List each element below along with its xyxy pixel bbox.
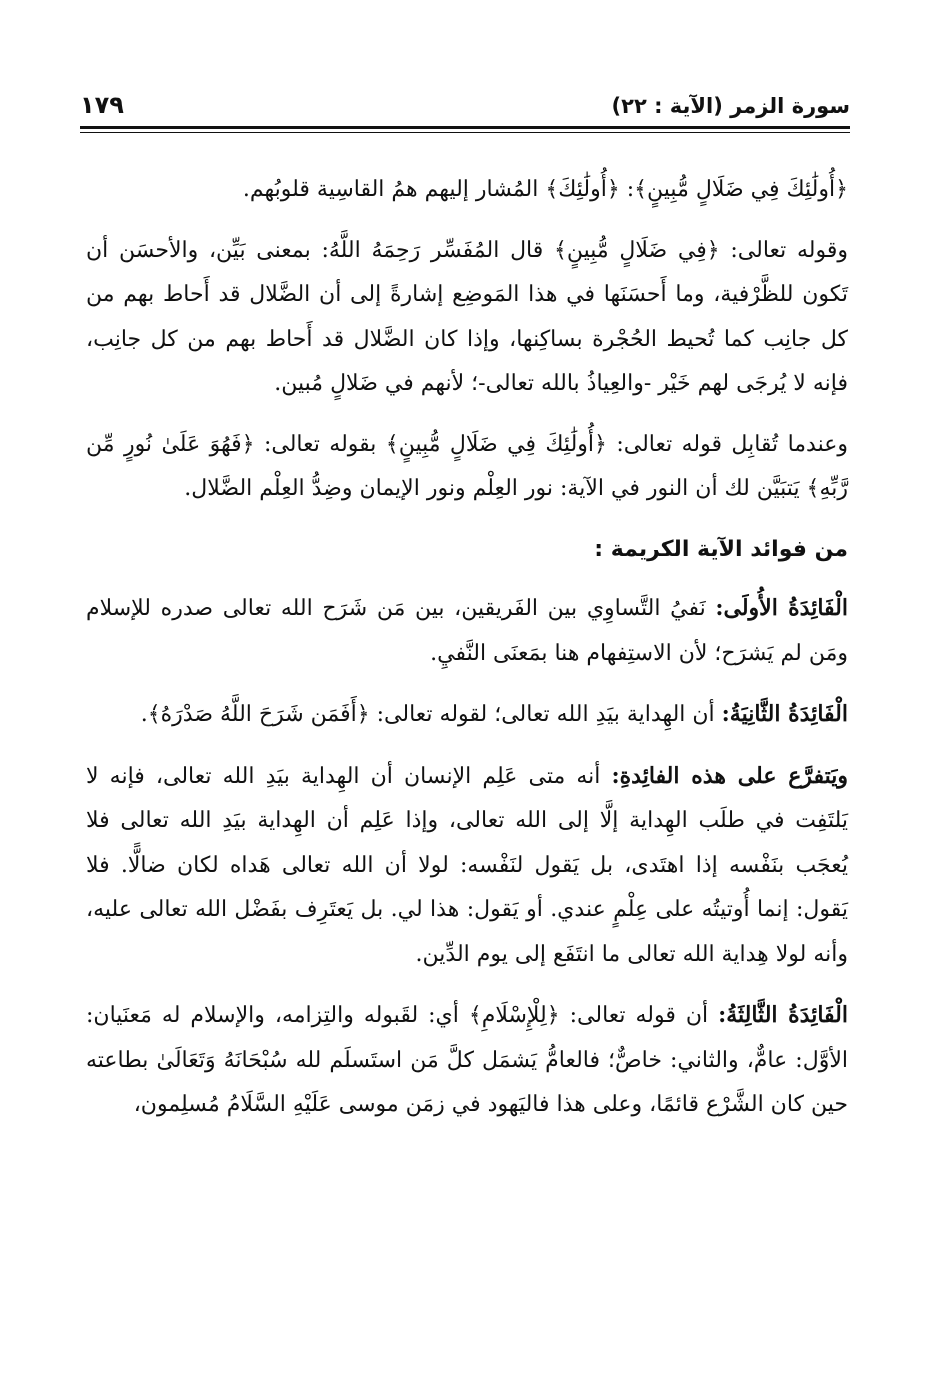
header-rule-thin bbox=[80, 132, 850, 133]
paragraph-2: وقوله تعالى: ﴿فِي ضَلَالٍ مُّبِينٍ﴾ قال المُفَسِّر رَحِمَهُ اللَّهُ: بمعنى بَيِّن، والأحسَن أن تَكون للظَّرْفية، وما أَحسَنَها في هذا المَوضِع إشارةً إلى أن الضَّلال قد أَحاط بهم من كل جانِب كما تُحيط الحُجْرة بساكِنها، وإذا كان الضَّلال قد أَحاط بهم من كل جانِب، فإنه لا يُرجَى لهم خَيْر -والعِياذُ بالله تعالى-؛ لأنهم في ضَلالٍ مُبين. bbox=[86, 237, 849, 396]
header-rule-thick bbox=[80, 126, 850, 129]
benefit-1-text: نَفيُ التَّساوِي بين الفَريقين، بين مَن شَرَح الله تعالى صدره للإسلام ومَن لم يَشرَح؛ لأن الاستِفهام هنا بمَعنَى النَّفيِ. bbox=[86, 596, 848, 666]
benefit-3 bbox=[86, 993, 848, 1128]
running-header bbox=[80, 86, 850, 126]
benefit-1-label: الْفَائِدَةُ الأُولَى: bbox=[715, 595, 848, 621]
benefit-2-derivation-text: أنه متى عَلِم الإنسان أن الهِداية بيَدِ الله تعالى، فإنه لا يَلتَفِت في طلَب الهِداية إلَّا إلى الله تعالى، وإذا عَلِم أن الهِداية بيَدِ الله تعالى فلا يُعجَب بنَفْسه إذا اهتَدى، بل يَقول لنَفْسه: لولا أن الله تعالى هَداه لكان ضالًّا. فلا يَقول: إنما أُوتيتُه على عِلْمٍ عندي. أو يَقول: هذا لي. بل يَعتَرِف بفَضْل الله تعالى عليه، وأنه لولا هِداية الله تعالى ما انتَفَع إلى يوم الدِّين. bbox=[86, 763, 848, 967]
benefit-2-label: الْفَائِدَةُ الثَّانِيَةُ: bbox=[721, 701, 848, 727]
paragraph-1: ﴿أُولَٰئِكَ فِي ضَلَالٍ مُّبِينٍ﴾: ﴿أُولَٰئِكَ﴾ المُشار إليهم همُ القاسِية قلوبُهم. bbox=[242, 177, 848, 202]
benefit-1 bbox=[86, 586, 848, 676]
section-heading: من فوائد الآية الكريمة : bbox=[594, 536, 848, 562]
benefit-2-derivation-label: ويَتفرَّع على هذه الفائِدةِ: bbox=[611, 762, 848, 789]
benefit-3-text: أن قوله تعالى: ﴿لِلْإِسْلَامِ﴾ أي: لقَبوله والتِزامه، والإسلام له مَعنَيان: الأوَّل: عامٌّ، والثاني: خاصٌّ؛ فالعامُّ يَشمَل كلَّ مَن استَسلَم لله سُبْحَانَهُ وَتَعَالَىٰ بطاعته حين كان الشَّرْع قائمًا، وعلى هذا فاليَهود في زمَن موسى عَلَيْهِ السَّلَامُ مُسلِمون، bbox=[86, 1003, 848, 1117]
paragraph-3: وعندما تُقابِل قوله تعالى: ﴿أُولَٰئِكَ فِي ضَلَالٍ مُّبِينٍ﴾ بقوله تعالى: ﴿فَهُوَ عَلَىٰ نُورٍ مِّن رَّبِّهِ﴾ يَتبَيَّن لك أن النور في الآية: نور العِلْم ونور الإيمان وضِدُّ العِلْم الضَّلال. bbox=[86, 431, 848, 501]
benefit-2-text: أن الهِداية بيَدِ الله تعالى؛ لقوله تعالى: ﴿أَفَمَن شَرَحَ اللَّهُ صَدْرَهُ﴾. bbox=[140, 702, 722, 727]
benefit-2-derivation bbox=[86, 754, 848, 978]
benefit-2 bbox=[86, 692, 848, 738]
surah-title: سورة الزمر (الآية : ٢٢) bbox=[611, 94, 850, 118]
page-body bbox=[86, 168, 848, 1144]
benefit-3-label: الْفَائِدَةُ الثَّالِثَةُ: bbox=[718, 1002, 848, 1028]
page-number: ١٧٩ bbox=[80, 91, 124, 119]
